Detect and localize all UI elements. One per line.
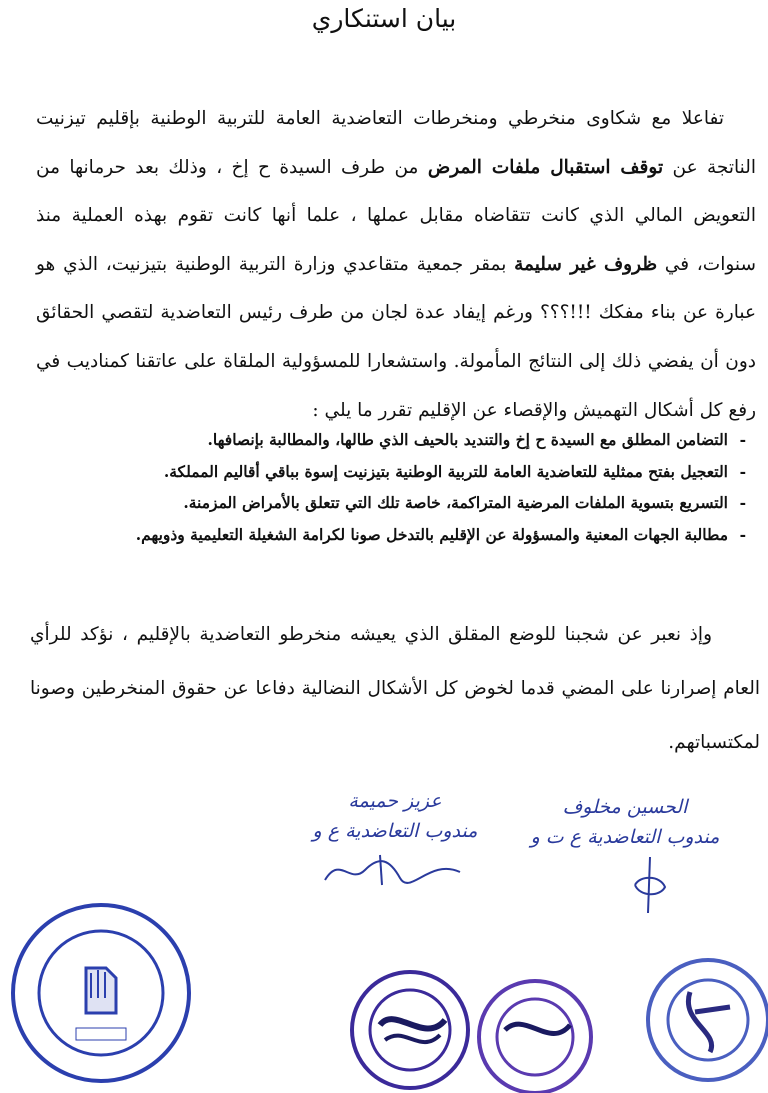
- paragraph-intro-part2: من طرف السيدة ح إخ ، وذلك بعد حرمانها من التعويض المالي الذي كانت تتقاضاه مقابل عملها ، علما أنها كانت تقوم بهذه العملية منذ سنوات، في: [36, 156, 756, 275]
- paragraph-intro-part3: بمقر جمعية متقاعدي وزارة التربية الوطنية بتيزنيت، الذي هو عبارة عن بناء مفكك !!!؟؟؟ ورغم إيفاد عدة لجان من طرف رئيس التعاضدية لتقصي الحقائق دون أن يفضي ذلك إلى النتائج المأمولة. واستشعارا للمسؤولية الملقاة على عاتقنا كمناديب في رفع كل أشكال التهميش والإقصاء عن الإقليم تقرر ما يلي :: [36, 253, 756, 421]
- signature-right: [510, 792, 740, 852]
- paragraph-closing: [30, 608, 760, 770]
- untm-stamp: [470, 975, 600, 1093]
- demand-item: - التضامن المطلق مع السيدة ح إخ والتنديد بالحيف الذي طالها، والمطالبة بإنصافها.: [26, 424, 746, 456]
- paragraph-closing-text: وإذ نعبر عن شجبنا للوضع المقلق الذي يعيشه منخرطو التعاضدية بالإقليم ، نؤكد للرأي العام إصرارنا على المضي قدما لخوض كل الأشكال النضالية دفاعا عن حقوق المنخرطين وصونا لمكتسباتهم.: [30, 624, 760, 753]
- udt-stamp: [640, 952, 768, 1082]
- fne-stamp: [6, 898, 196, 1088]
- democratic-union-stamp: [345, 965, 475, 1093]
- signature-right-role: مندوب التعاضدية ع ت و: [530, 826, 720, 848]
- paragraph-intro-part1: تفاعلا مع شكاوى منخرطي ومنخرطات التعاضدية العامة للتربية الوطنية بإقليم تيزنيت الناتجة عن: [36, 108, 756, 178]
- signature-left-name: عزيز حميمة: [348, 790, 442, 812]
- demand-item: - التعجيل بفتح ممثلية للتعاضدية العامة للتربية الوطنية بتيزنيت إسوة بباقي أقاليم المملكة.: [26, 456, 746, 488]
- signature-right-name: الحسين مخلوف: [562, 796, 688, 818]
- signature-left-role: مندوب التعاضدية ع و: [312, 820, 478, 842]
- paragraph-intro-bold2: ظروف غير سليمة: [514, 253, 658, 275]
- demand-item: - مطالبة الجهات المعنية والمسؤولة عن الإقليم بالتدخل صونا لكرامة الشغيلة التعليمية وذويهم.: [26, 519, 746, 551]
- demands-list: [26, 424, 746, 550]
- paragraph-intro-bold1: توقف استقبال ملفات المرض: [427, 156, 664, 178]
- signature-left: [290, 786, 500, 846]
- signature-right-scribble: [630, 855, 670, 915]
- document-title: بيان استنكاري: [311, 4, 457, 33]
- signature-left-scribble: [320, 850, 470, 890]
- signatures-area: [0, 770, 768, 910]
- demand-item: - التسريع بتسوية الملفات المرضية المتراكمة، خاصة تلك التي تتعلق بالأمراض المزمنة.: [26, 487, 746, 519]
- paragraph-intro: [36, 95, 756, 435]
